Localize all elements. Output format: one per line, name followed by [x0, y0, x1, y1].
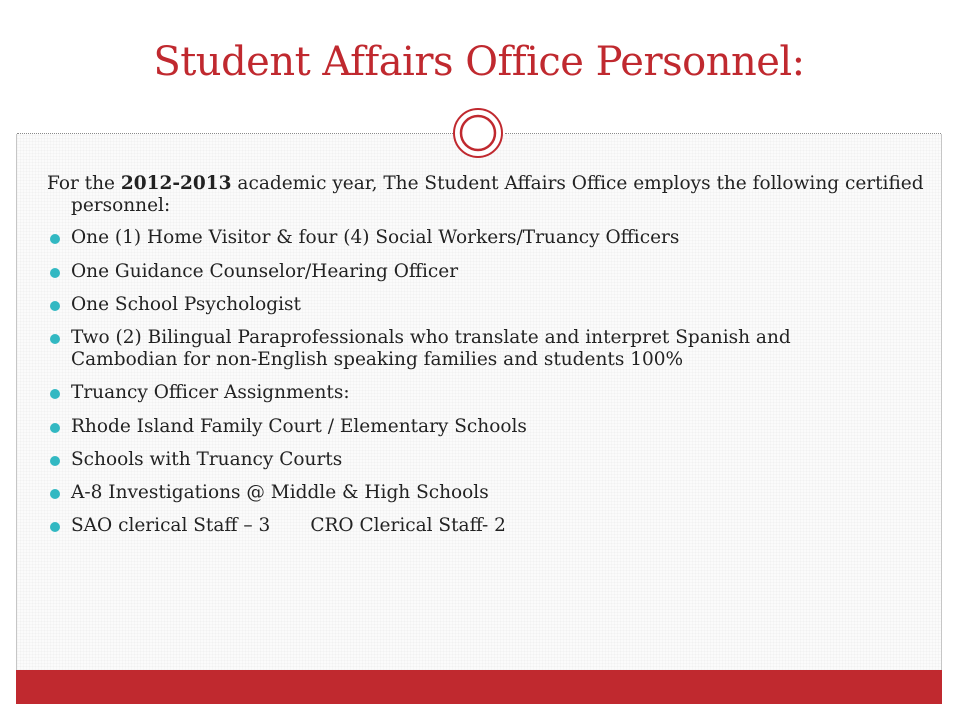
list-item	[47, 227, 927, 249]
list-item-text: Truancy Officer Assignments:	[71, 382, 350, 404]
academic-year: 2012-2013	[120, 173, 232, 194]
list-item	[47, 294, 927, 316]
list-item	[47, 327, 927, 371]
divider-right	[505, 133, 941, 134]
bullet-icon	[50, 522, 60, 532]
list-item	[47, 382, 927, 404]
personnel-list	[47, 227, 927, 537]
bullet-icon	[50, 456, 60, 466]
list-item	[47, 482, 927, 504]
list-item-text: One Guidance Counselor/Hearing Officer	[71, 260, 459, 282]
sao-clerical-staff: SAO clerical Staff – 3	[71, 515, 271, 537]
slide-title: Student Affairs Office Personnel:	[153, 39, 805, 85]
bullet-icon	[50, 389, 60, 399]
divider-left	[17, 133, 453, 134]
list-item	[47, 261, 927, 283]
cro-clerical-staff: CRO Clerical Staff- 2	[310, 515, 506, 537]
intro-suffix: academic year, The Student Affairs Office employs the following certified personnel:	[71, 173, 924, 217]
bullet-icon	[50, 234, 60, 244]
bullet-icon	[50, 423, 60, 433]
bullet-icon	[50, 489, 60, 499]
list-item-text: One (1) Home Visitor & four (4) Social Workers/Truancy Officers	[71, 227, 680, 249]
intro-prefix: For the	[47, 173, 121, 194]
ring-ornament-icon	[452, 107, 504, 159]
list-item	[47, 449, 927, 471]
list-item-text: A-8 Investigations @ Middle & High Schools	[71, 481, 489, 503]
intro-paragraph	[47, 173, 927, 217]
list-item-text: Rhode Island Family Court / Elementary Schools	[71, 415, 527, 437]
list-item-text: Schools with Truancy Courts	[71, 448, 343, 470]
bullet-icon	[50, 301, 60, 311]
list-item	[47, 416, 927, 438]
footer-bar	[16, 670, 942, 704]
slide-body	[47, 173, 927, 548]
list-item	[47, 515, 927, 537]
bullet-icon	[50, 268, 60, 278]
list-item-text: One School Psychologist	[71, 293, 301, 315]
list-item-text: Two (2) Bilingual Paraprofessionals who translate and interpret Spanish and Cambodian for non-English speaking families and students 100%	[71, 326, 791, 371]
bullet-icon	[50, 334, 60, 344]
